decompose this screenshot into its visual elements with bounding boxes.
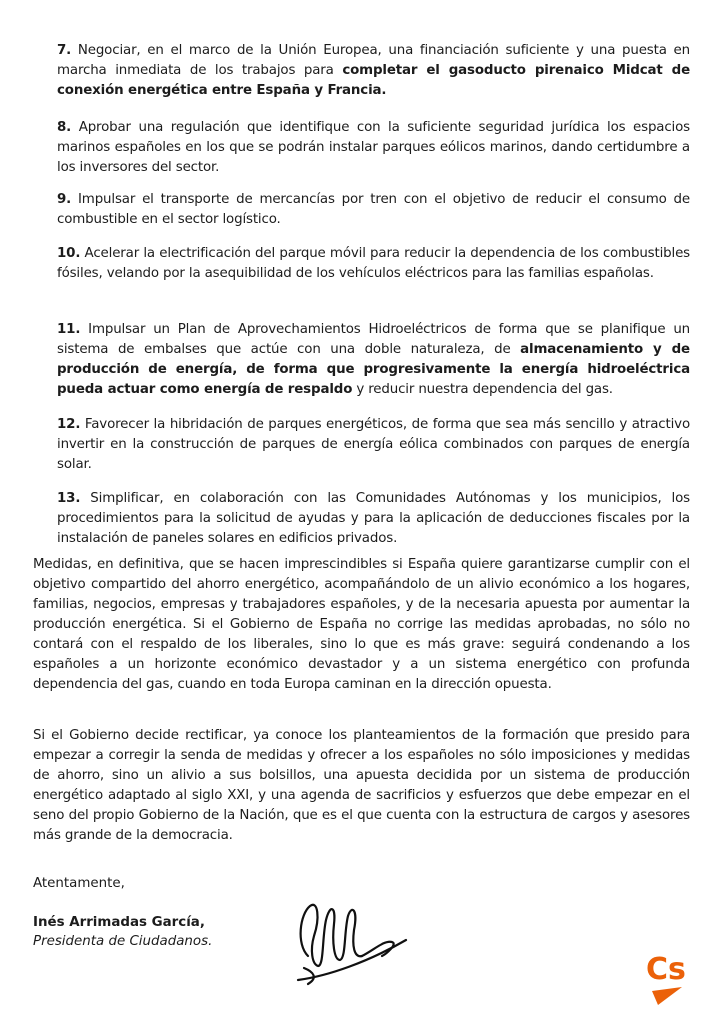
measure-number: 13. — [57, 491, 81, 506]
measure-text-bold: almacenamiento y de producción de energía, de forma que progresivamente la energía hidroeléctrica pueda actuar como energía de respaldo — [57, 342, 690, 397]
measure-text: Aprobar una regulación que identifique con la suficiente seguridad jurídica los espacios marinos españoles en los que se podrán instalar parques eólicos marinos, dando certidumbre a los inversores del sector. — [57, 120, 690, 175]
signatory-role: Presidenta de Ciudadanos. — [33, 934, 213, 949]
measure-number: 10. — [57, 246, 81, 261]
measure-item — [57, 190, 690, 230]
measure-number: 11. — [57, 322, 81, 337]
measure-number: 8. — [57, 120, 72, 135]
measure-item — [57, 244, 690, 284]
measure-text-bold: completar el gasoducto pirenaico Midcat de conexión energética entre España y Francia. — [57, 63, 691, 98]
measure-number: 9. — [57, 192, 72, 207]
rectification-paragraph: Si el Gobierno decide rectificar, ya conoce los planteamientos de la formación que presido para empezar a corregir la senda de medidas y ofrecer a los españoles no sólo imposiciones y medidas de ahorro, sino un alivio a sus bolsillos, una apuesta decidida por un sistema de producción energético adaptado al siglo XXI, y una agenda de sacrificios y esfuerzos que debe empezar en el seno del propio Gobierno de la Nación, que es el que cuenta con la estructura de cargos y asesores más grande de la democracia. — [33, 728, 690, 843]
salutation: Atentamente, — [33, 876, 125, 891]
logo-triangle — [652, 987, 682, 1005]
logo-text: Cs — [646, 952, 686, 987]
measure-item — [57, 118, 690, 178]
measure-item — [57, 489, 690, 549]
measure-text: Impulsar un Plan de Aprovechamientos Hidroeléctricos de forma que se planifique un sistema de embalses que actúe con una doble naturaleza, de — [57, 322, 690, 357]
measure-number: 7. — [57, 43, 72, 58]
measure-text: Acelerar la electrificación del parque móvil para reducir la dependencia de los combustibles fósiles, velando por la asequibilidad de los vehículos eléctricos para las familias españolas. — [57, 246, 690, 281]
ciudadanos-logo — [644, 949, 700, 1007]
conclusion-paragraph: Medidas, en definitiva, que se hacen imprescindibles si España quiere garantizarse cumplir con el objetivo compartido del ahorro energético, acompañándolo de un alivio económico a los hogares, familias, negocios, empresas y trabajadores españoles, y de la necesaria apuesta por aumentar la producción energética. Si el Gobierno de España no corrige las medidas aprobadas, no sólo no contará con el respaldo de los liberales, sino lo que es más grave: seguirá condenando a los españoles a un horizonte económico devastador y a un sistema energético con profunda dependencia del gas, cuando en toda Europa caminan en la dirección opuesta. — [33, 557, 690, 692]
signatory-name: Inés Arrimadas García, — [33, 915, 205, 930]
measure-text: y reducir nuestra dependencia del gas. — [352, 382, 613, 397]
measure-text: Favorecer la hibridación de parques energéticos, de forma que sea más sencillo y atractivo invertir en la construcción de parques de energía eólica combinados con parques de energía solar. — [57, 417, 690, 472]
measure-item — [57, 320, 690, 400]
measure-text: Negociar, en el marco de la Unión Europea, una financiación suficiente y una puesta en marcha inmediata de los trabajos para — [57, 43, 690, 78]
measure-text: Impulsar el transporte de mercancías por tren con el objetivo de reducir el consumo de combustible en el sector logístico. — [57, 192, 690, 227]
measure-item — [57, 415, 690, 475]
measure-number: 12. — [57, 417, 81, 432]
measure-text: Simplificar, en colaboración con las Comunidades Autónomas y los municipios, los procedimientos para la solicitud de ayudas y para la aplicación de deducciones fiscales por la instalación de paneles solares en edificios privados. — [57, 491, 690, 546]
handwritten-signature — [278, 884, 418, 994]
measure-item — [57, 41, 690, 101]
